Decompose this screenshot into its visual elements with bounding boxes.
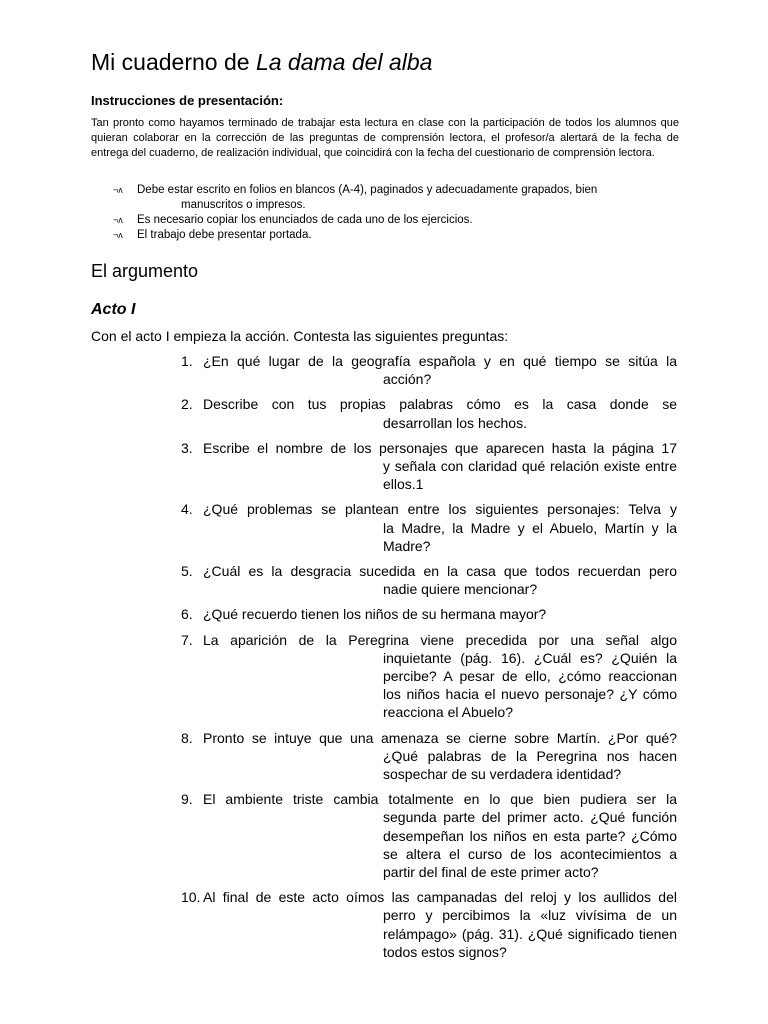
question-item	[181, 790, 677, 881]
question-text-continued: y señala con claridad qué relación existe entre ellos.1	[383, 458, 677, 493]
question-number: 1.	[181, 353, 193, 369]
question-text-continued: la Madre, la Madre y el Abuelo, Martín y la Madre?	[383, 519, 677, 554]
bullet-text: Debe estar escrito en folios en blancos (A-4), paginados y adecuadamente grapados, bien	[137, 184, 598, 196]
question-number: 2.	[181, 396, 193, 413]
question-text: ¿En qué lugar de la geografía española y en qué tiempo se sitúa la	[203, 353, 677, 369]
bullet-text: Es necesario copiar los enunciados de cada uno de los ejercicios.	[137, 214, 473, 226]
instructions-bullet-list	[113, 183, 673, 243]
bullet-icon: ¬ᴧ	[113, 185, 123, 195]
bullet-icon: ¬ᴧ	[113, 215, 123, 225]
title-prefix: Mi cuaderno de	[91, 49, 256, 75]
question-text-continued: nadie quiere mencionar?	[383, 581, 538, 598]
intro-text: Con el acto I empieza la acción. Contesta las siguientes preguntas:	[91, 328, 509, 344]
list-item	[113, 183, 673, 213]
question-number: 3.	[181, 439, 193, 456]
question-text: ¿Cuál es la desgracia sucedida en la casa que todos recuerdan pero	[203, 563, 677, 580]
question-text: ¿Qué recuerdo tienen los niños de su hermana mayor?	[203, 606, 547, 623]
instructions-paragraph: Tan pronto como hayamos terminado de trabajar esta lectura en clase con la participación de todos los alumnos que quieran colaborar en la corrección de las preguntas de comprensión lectora, el profesor/a alertará de la fecha de entrega del cuaderno, de realización individual, que coincidirá con la fecha del cuestionario de comprensión lectora.	[91, 117, 679, 159]
question-item	[181, 395, 677, 431]
page-title	[91, 47, 432, 77]
question-item	[181, 562, 677, 598]
question-text: Describe con tus propias palabras cómo es la casa donde se	[203, 396, 677, 413]
section-title: El argumento	[91, 261, 199, 281]
question-text: ¿Qué problemas se plantean entre los siguientes personajes: Telva y	[203, 501, 677, 518]
question-text-continued: perro y percibimos la «luz vivísima de un relámpago» (pág. 31). ¿Qué significado tienen todos estos signos?	[383, 907, 677, 960]
bullet-text-continued: manuscritos o impresos.	[181, 199, 306, 211]
question-text-continued: desarrollan los hechos.	[383, 414, 527, 431]
question-item	[181, 888, 677, 961]
question-number: 9.	[181, 791, 193, 808]
question-text: La aparición de la Peregrina viene precedida por una señal algo	[203, 631, 677, 648]
question-item	[181, 729, 677, 784]
act-title: Acto I	[91, 301, 136, 318]
question-list	[181, 352, 677, 968]
list-item	[113, 213, 673, 228]
question-number: 10.	[181, 889, 201, 906]
question-text: Escribe el nombre de los personajes que aparecen hasta la página 17	[203, 439, 677, 456]
bullet-text: El trabajo debe presentar portada.	[137, 229, 312, 241]
bullet-icon: ¬ᴧ	[113, 230, 123, 240]
question-item	[181, 605, 677, 623]
title-book-name: La dama del alba	[255, 49, 433, 75]
question-number: 7.	[181, 631, 193, 648]
question-item	[181, 439, 677, 494]
question-item	[181, 500, 677, 555]
question-number: 4.	[181, 501, 193, 518]
question-text-continued: acción?	[383, 371, 432, 388]
question-number: 5.	[181, 563, 193, 580]
question-number: 8.	[181, 729, 193, 746]
question-text: Pronto se intuye que una amenaza se cierne sobre Martín. ¿Por qué?	[203, 729, 677, 746]
question-item	[181, 631, 677, 722]
question-number: 6.	[181, 606, 193, 623]
question-item	[181, 352, 677, 388]
question-text-continued: ¿Qué palabras de la Peregrina nos hacen sospechar de su verdadera identidad?	[383, 747, 677, 783]
question-text: El ambiente triste cambia totalmente en lo que bien pudiera ser la	[203, 791, 677, 808]
question-text-continued: inquietante (pág. 16). ¿Cuál es? ¿Quién la percibe? A pesar de ello, ¿cómo reaccionan los niños hacia el nuevo personaje? ¿Y cómo reacciona el Abuelo?	[383, 649, 677, 721]
question-text-continued: segunda parte del primer acto. ¿Qué función desempeñan los niños en esta parte? ¿Cómo se altera el curso de los acontecimientos a partir del final de este primer acto?	[383, 809, 677, 881]
list-item	[113, 228, 673, 243]
instructions-heading: Instrucciones de presentación:	[91, 93, 284, 108]
question-text: Al final de este acto oímos las campanadas del reloj y los aullidos del	[203, 889, 677, 906]
